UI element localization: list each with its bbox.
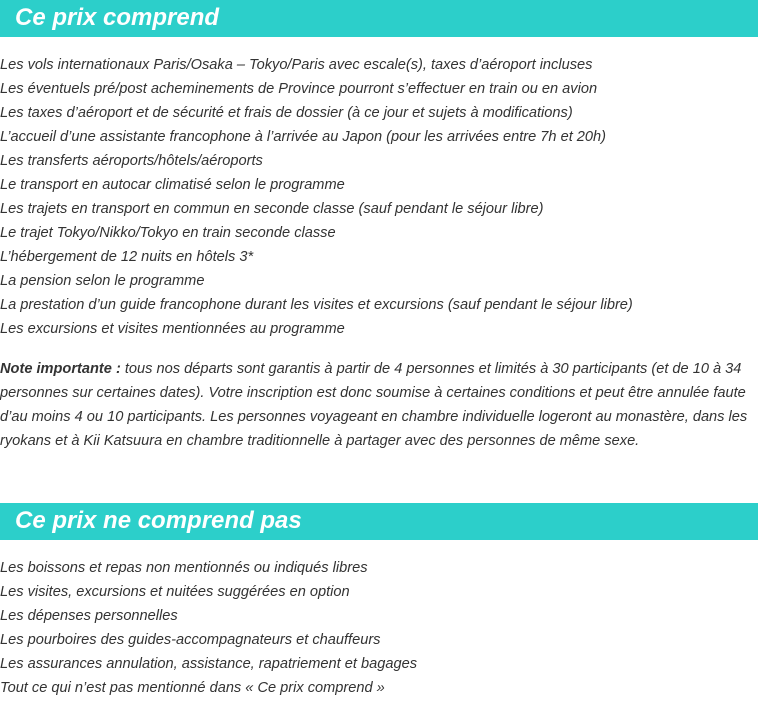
list-item: Les visites, excursions et nuitées suggérées en option (0, 584, 350, 600)
included-section-header (0, 0, 758, 37)
important-note-text: tous nos départs sont garantis à partir de 4 personnes et limités à 30 participants (et de 10 à 34 personnes sur certaines dates). Votre inscription est donc soumise à certaines conditions et peut être annulée faute d’au moins 4 ou 10 participants. Les personnes voyageant en chambre individuelle logeront au monastère, dans les ryokans et à Kii Katsuura en chambre traditionnelle à partager avec des personnes de même sexe. (0, 361, 748, 449)
list-item: La pension selon le programme (0, 273, 205, 289)
list-item: L’accueil d’une assistante francophone à l’arrivée au Japon (pour les arrivées entre 7h et 20h) (0, 129, 607, 145)
important-note (0, 357, 754, 453)
included-items-list (0, 53, 758, 341)
list-item: Les taxes d’aéroport et de sécurité et frais de dossier (à ce jour et sujets à modifications) (0, 105, 573, 121)
list-item: L’hébergement de 12 nuits en hôtels 3* (0, 249, 254, 265)
list-item: Les pourboires des guides-accompagnateurs et chauffeurs (0, 632, 381, 648)
list-item: Le transport en autocar climatisé selon le programme (0, 177, 345, 193)
excluded-items-list (0, 556, 758, 700)
included-section-title: Ce prix comprend (15, 4, 220, 31)
list-item: Le trajet Tokyo/Nikko/Tokyo en train seconde classe (0, 225, 336, 241)
list-item: Les trajets en transport en commun en seconde classe (sauf pendant le séjour libre) (0, 201, 544, 217)
list-item: Les éventuels pré/post acheminements de Province pourront s’effectuer en train ou en avion (0, 81, 598, 97)
excluded-section-title: Ce prix ne comprend pas (15, 507, 302, 534)
list-item: La prestation d’un guide francophone durant les visites et excursions (sauf pendant le séjour libre) (0, 297, 633, 313)
excluded-section-header (0, 503, 758, 540)
list-item: Tout ce qui n’est pas mentionné dans « Ce prix comprend » (0, 680, 385, 696)
important-note-label: Note importante : (0, 361, 121, 377)
list-item: Les assurances annulation, assistance, rapatriement et bagages (0, 656, 417, 672)
list-item: Les vols internationaux Paris/Osaka – Tokyo/Paris avec escale(s), taxes d’aéroport incluses (0, 57, 593, 73)
list-item: Les transferts aéroports/hôtels/aéroports (0, 153, 263, 169)
list-item: Les dépenses personnelles (0, 608, 178, 624)
list-item: Les excursions et visites mentionnées au programme (0, 321, 345, 337)
list-item: Les boissons et repas non mentionnés ou indiqués libres (0, 560, 368, 576)
